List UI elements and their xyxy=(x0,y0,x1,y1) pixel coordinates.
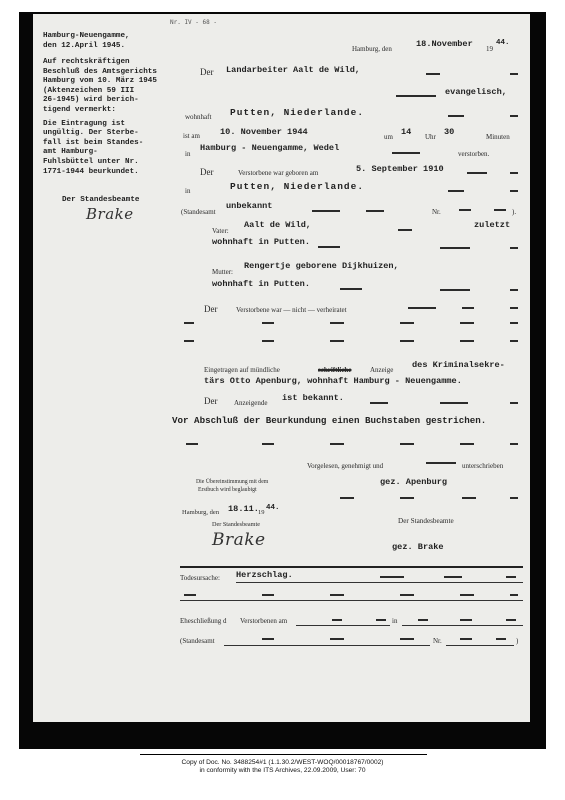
birth-place: Putten, Niederlande. xyxy=(230,181,365,192)
fill-dash xyxy=(184,594,196,596)
cert-date: 18.11. xyxy=(228,504,259,514)
standesamt-open-2: (Standesamt xyxy=(180,637,215,645)
death-date: 10. November 1944 xyxy=(220,127,308,137)
footer-line-1: Copy of Doc. No. 3488254#1 (1.1.30.2/WEST-WOQ/00018767/0002) xyxy=(181,759,384,766)
der-label-1: Der xyxy=(200,67,214,77)
fill-dash xyxy=(330,638,344,640)
fill-dash xyxy=(396,95,436,97)
ist-am-label: ist am xyxy=(183,132,200,140)
der-label-4: Der xyxy=(204,396,218,406)
fill-dash xyxy=(510,340,518,342)
form-line xyxy=(446,645,514,646)
fill-dash xyxy=(440,402,468,404)
anzeige-label: Anzeige xyxy=(370,366,394,374)
fill-dash xyxy=(426,462,456,464)
header-year-prefix: 19 xyxy=(486,45,493,53)
side-note-line: Fuhlsbüttel unter Nr. xyxy=(43,157,139,166)
fill-dash xyxy=(460,638,472,640)
fill-dash xyxy=(510,190,518,192)
death-hour: 14 xyxy=(401,127,412,137)
form-line xyxy=(296,625,390,626)
fill-dash xyxy=(312,210,340,212)
fill-dash xyxy=(510,594,518,596)
form-line xyxy=(180,600,523,601)
side-note-line: Hamburg vom 10. März 1945 xyxy=(43,77,157,86)
side-note-line: ungültig. Der Sterbe- xyxy=(43,129,139,138)
right-official-title: Der Standesbeamte xyxy=(398,517,454,525)
footer-rule xyxy=(140,754,427,755)
cause-label: Todesursache: xyxy=(180,574,220,582)
fill-dash xyxy=(440,289,470,291)
mother-residence: wohnhaft in Putten. xyxy=(212,279,310,289)
fill-dash xyxy=(262,443,274,445)
side-note-signature: Brake xyxy=(86,205,134,223)
fill-dash xyxy=(448,115,464,117)
side-note-line: 1771-1944 beurkundet. xyxy=(43,167,139,176)
fill-dash xyxy=(332,619,342,621)
fill-dash xyxy=(510,322,518,324)
der-label-2: Der xyxy=(200,167,214,177)
side-note-line: 26-1945) wird berich- xyxy=(43,96,139,105)
marriage-label: Eheschließung d xyxy=(180,617,227,625)
fill-dash xyxy=(510,247,518,249)
fill-dash xyxy=(460,594,474,596)
side-note-text xyxy=(43,58,157,177)
birth-date: 5. September 1910 xyxy=(356,164,444,174)
form-line xyxy=(224,645,430,646)
form-line xyxy=(402,625,523,626)
side-note-line: Beschluß des Amtsgerichts xyxy=(43,67,157,76)
header-place-label: Hamburg, den xyxy=(352,45,392,53)
right-official-signature: gez. Brake xyxy=(392,542,444,552)
side-note-line: (Aktenzeichen 59 III xyxy=(43,86,135,95)
uebereinstimmung-line-1: Die Übereinstimmung mit dem xyxy=(196,479,269,485)
fill-dash xyxy=(460,322,474,324)
side-note-place: Hamburg-Neuengamme, xyxy=(43,32,130,40)
fill-dash xyxy=(418,619,428,621)
fill-dash xyxy=(184,322,194,324)
fill-dash xyxy=(370,402,388,404)
father-residence: wohnhaft in Putten. xyxy=(212,237,310,247)
cert-signature: Brake xyxy=(212,530,266,550)
side-note-line: fall ist beim Standes- xyxy=(43,138,144,147)
section-divider xyxy=(180,566,523,568)
cert-official-title: Der Standesbeamte xyxy=(212,521,260,528)
fill-dash xyxy=(506,576,516,578)
fill-dash xyxy=(340,497,354,499)
fill-dash xyxy=(400,594,414,596)
fill-dash xyxy=(262,340,274,342)
eingetragen-label: Eingetragen auf mündliche xyxy=(204,366,280,374)
cert-year: 44. xyxy=(266,504,280,512)
vater-label: Vater: xyxy=(212,227,229,235)
unterschrieben-label: unterschrieben xyxy=(462,462,504,470)
wohnhaft-label: wohnhaft xyxy=(185,113,212,121)
fill-dash xyxy=(494,209,506,211)
fill-dash xyxy=(262,322,274,324)
header-date: 18.November xyxy=(416,39,473,49)
nr-label: Nr. xyxy=(432,208,441,216)
in-label-3: in xyxy=(392,617,398,625)
um-label: um xyxy=(384,133,393,141)
fill-dash xyxy=(400,497,414,499)
marriage-label-2: Verstorbenen am xyxy=(240,617,288,625)
father-name: Aalt de Wild, xyxy=(244,220,312,230)
zuletzt-text: zuletzt xyxy=(474,220,511,230)
vorgelesen-label: Vorgelesen, genehmigt und xyxy=(307,462,384,470)
der-label-3: Der xyxy=(204,304,218,314)
fill-dash xyxy=(440,247,470,249)
standesamt-value: unbekannt xyxy=(226,201,273,211)
cause-of-death: Herzschlag. xyxy=(236,570,293,580)
fill-dash xyxy=(510,402,518,404)
fill-dash xyxy=(330,443,344,445)
in-label-2: in xyxy=(185,187,191,195)
born-label: Verstorbene war geboren am xyxy=(238,169,319,177)
fill-dash xyxy=(262,638,274,640)
fill-dash xyxy=(330,322,344,324)
fill-dash xyxy=(467,172,487,174)
fill-dash xyxy=(510,497,518,499)
side-note-line: Die Eintragung ist xyxy=(43,119,126,128)
side-note-line: Auf rechtskräftigen xyxy=(43,58,130,66)
cert-place-label: Hamburg, den xyxy=(182,509,220,516)
fill-dash xyxy=(444,576,462,578)
fill-dash xyxy=(400,638,414,640)
bekannt-text: ist bekannt. xyxy=(282,393,344,403)
fill-dash xyxy=(262,594,274,596)
schriftliche-struck: schriftliche xyxy=(318,366,352,374)
header-year: 44. xyxy=(496,39,510,47)
fill-dash xyxy=(510,289,518,291)
nr-label-2: Nr. xyxy=(433,637,442,645)
minuten-label: Minuten xyxy=(486,133,510,141)
uhr-label: Uhr xyxy=(425,133,436,141)
death-minutes: 30 xyxy=(444,127,455,137)
correction-note: Vor Abschluß der Beurkundung einen Buchstaben gestrichen. xyxy=(172,415,487,426)
married-label: Verstorbene war — nicht — verheiratet xyxy=(236,306,347,314)
fill-dash xyxy=(510,172,518,174)
standesamt-open: (Standesamt xyxy=(181,208,216,216)
fill-dash xyxy=(496,638,506,640)
paren-close: ). xyxy=(512,208,517,216)
fill-dash xyxy=(460,619,472,621)
fill-dash xyxy=(459,209,471,211)
fill-dash xyxy=(340,288,362,290)
fill-dash xyxy=(462,497,476,499)
informant-line-1: des Kriminalsekre- xyxy=(412,360,505,370)
fill-dash xyxy=(330,340,344,342)
side-note-line: amt Hamburg- xyxy=(43,148,98,157)
death-place: Hamburg - Neuengamme, Wedel xyxy=(200,143,340,153)
fill-dash xyxy=(408,307,436,309)
fill-dash xyxy=(318,246,340,248)
fill-dash xyxy=(510,443,518,445)
mutter-label: Mutter: xyxy=(212,268,233,276)
fill-dash xyxy=(510,307,518,309)
fill-dash xyxy=(510,73,518,75)
side-note-date: den 12.April 1945. xyxy=(43,42,126,50)
fill-dash xyxy=(462,307,474,309)
footer-line-2: in conformity with the ITS Archives, 22.09.2009, User: 70 xyxy=(199,767,366,774)
fill-dash xyxy=(186,443,198,445)
form-line xyxy=(236,582,523,583)
fill-dash xyxy=(400,340,414,342)
fill-dash xyxy=(184,340,194,342)
residence: Putten, Niederlande. xyxy=(230,107,365,118)
deceased-name: Landarbeiter Aalt de Wild, xyxy=(226,65,361,75)
in-label-1: in xyxy=(185,150,191,158)
verstorben-label: verstorben. xyxy=(458,150,490,158)
fill-dash xyxy=(426,73,440,75)
fill-dash xyxy=(460,443,474,445)
cert-year-prefix: 19 xyxy=(258,509,265,516)
fill-dash xyxy=(400,443,414,445)
fill-dash xyxy=(380,576,404,578)
fill-dash xyxy=(400,322,414,324)
mother-name: Rengertje geborene Dijkhuizen, xyxy=(244,261,399,271)
religion: evangelisch, xyxy=(445,87,507,97)
uebereinstimmung-line-2: Erstbuch wird beglaubigt xyxy=(198,487,257,493)
paren-close-2: ) xyxy=(516,637,519,645)
fill-dash xyxy=(448,190,464,192)
informant-line-2: tärs Otto Apenburg, wohnhaft Hamburg - Neuengamme. xyxy=(204,376,462,386)
fill-dash xyxy=(330,594,344,596)
anzeigende-label: Anzeigende xyxy=(234,399,268,407)
fill-dash xyxy=(366,210,384,212)
fill-dash xyxy=(510,115,518,117)
fill-dash xyxy=(460,340,474,342)
fill-dash xyxy=(376,619,386,621)
side-note-line: tigend vermerkt: xyxy=(43,105,116,114)
fill-dash xyxy=(398,229,412,231)
fill-dash xyxy=(506,619,516,621)
informant-signature: gez. Apenburg xyxy=(380,477,448,487)
fill-dash xyxy=(392,152,420,154)
reference-number: Nr. IV - 68 - xyxy=(170,19,217,26)
side-note-signer-title: Der Standesbeamte xyxy=(62,196,140,204)
